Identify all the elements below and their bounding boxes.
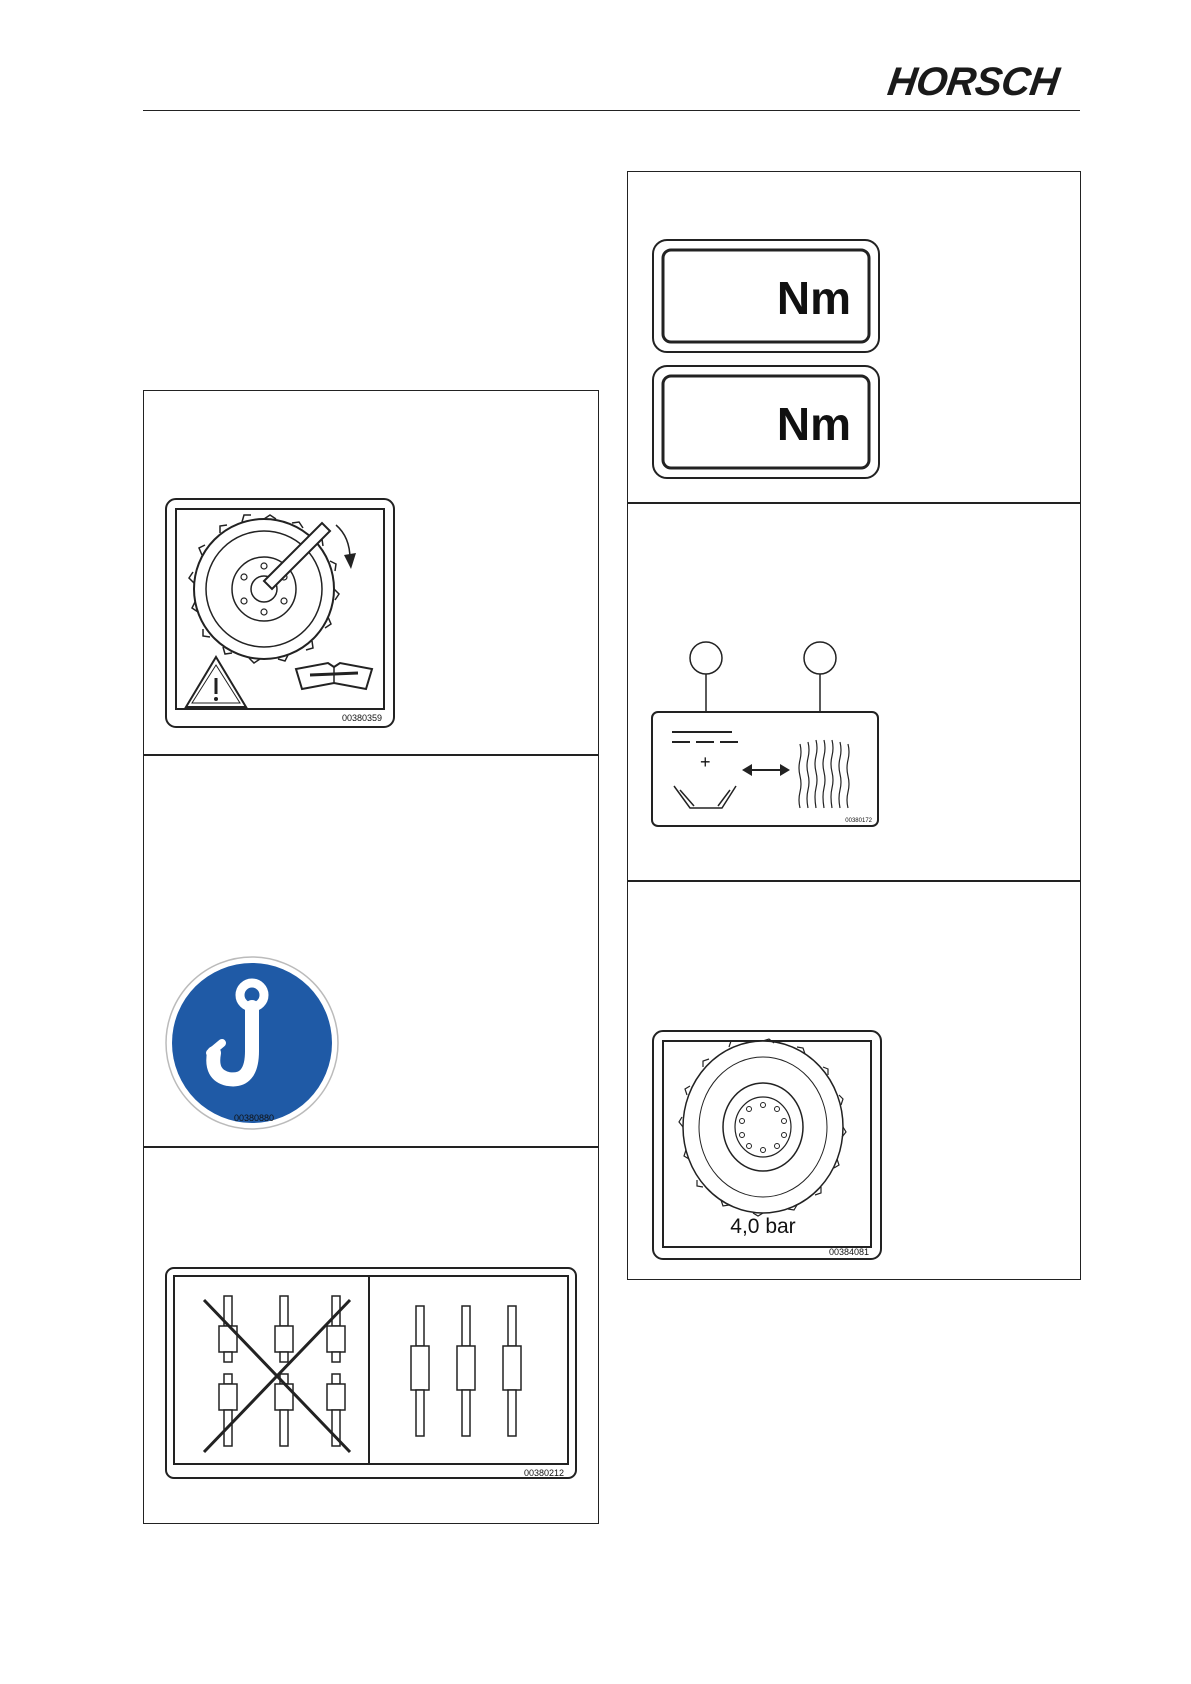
couplings-code: 00380212 bbox=[523, 1468, 564, 1478]
tyre-pressure-decal bbox=[651, 1029, 883, 1266]
torque-unit-1: Nm bbox=[776, 272, 851, 324]
svg-text:+: + bbox=[700, 752, 711, 772]
tyre-pressure-value: 4,0 bar bbox=[730, 1215, 796, 1238]
wheel-nut-code: 00380359 bbox=[341, 713, 382, 723]
torque-decal-1 bbox=[651, 238, 881, 359]
callout-circle-1 bbox=[690, 642, 722, 674]
hook-code: 00380880 bbox=[233, 1113, 275, 1123]
lifting-hook-decal bbox=[164, 955, 340, 1136]
callout-circle-2 bbox=[804, 642, 836, 674]
right-divider-1 bbox=[627, 502, 1081, 504]
torque-decal-2 bbox=[651, 364, 881, 485]
row-spacing-decal bbox=[650, 640, 882, 833]
wheel-nut-decal bbox=[164, 497, 396, 734]
row-spacing-code: 00380172 bbox=[845, 818, 872, 824]
torque-unit-2: Nm bbox=[776, 398, 851, 450]
hydraulic-couplings-decal bbox=[164, 1266, 578, 1487]
right-divider-2 bbox=[627, 880, 1081, 882]
left-divider-1 bbox=[143, 754, 599, 756]
horsch-logo: HORSCH bbox=[884, 60, 1062, 104]
header-rule bbox=[143, 110, 1080, 111]
left-divider-2 bbox=[143, 1146, 599, 1148]
tyre-code: 00384081 bbox=[828, 1247, 869, 1257]
